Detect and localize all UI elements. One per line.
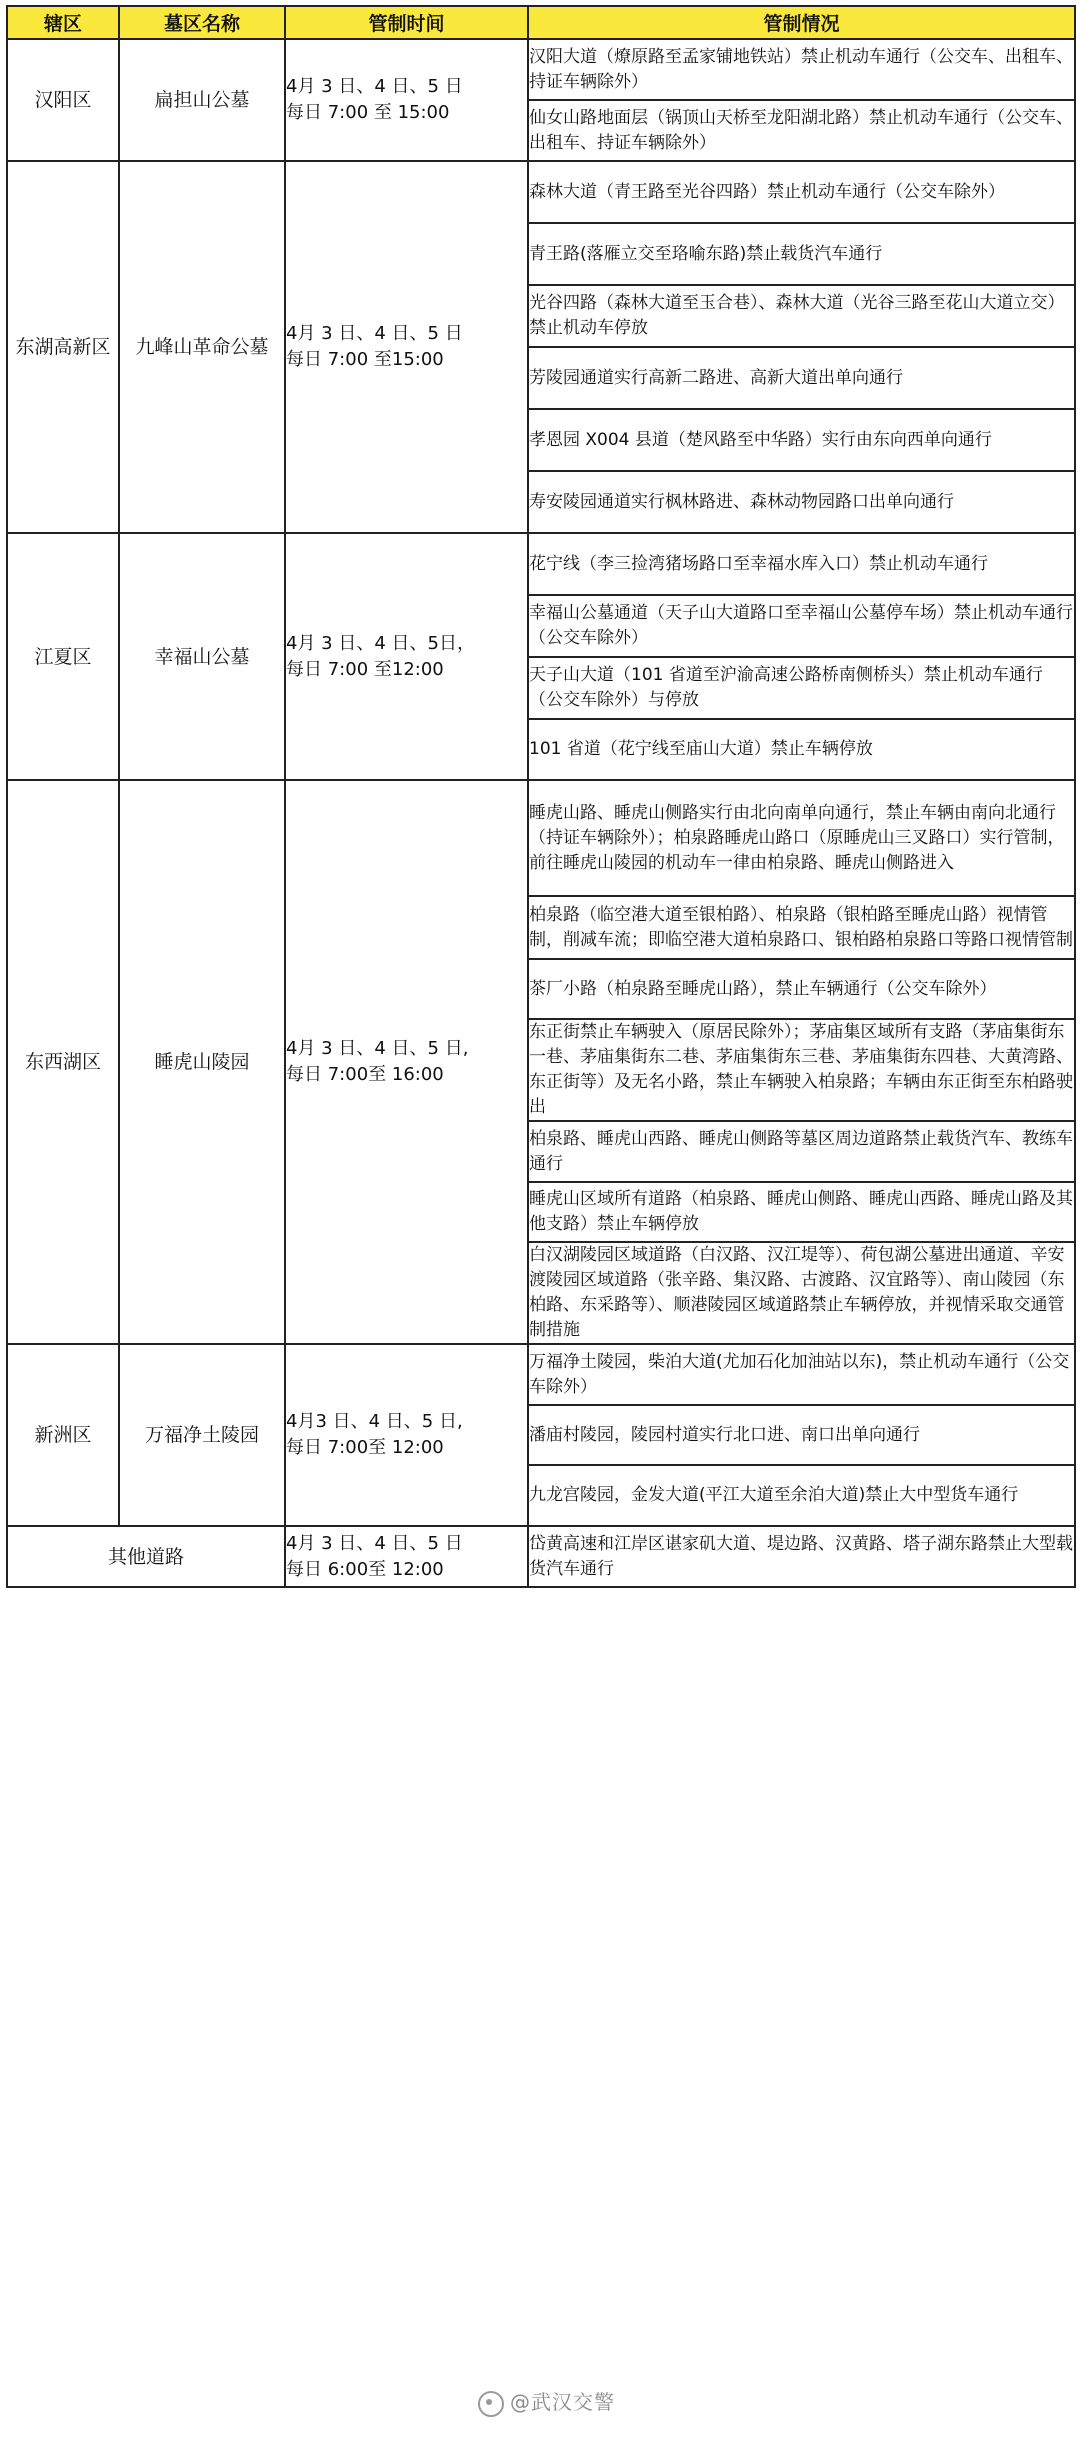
- control-rule-cell: 白汉湖陵园区域道路（白汉路、汉江堤等）、荷包湖公墓进出通道、辛安渡陵园区域道路（张辛路、集汉路、古渡路、汉宜路等）、南山陵园（东柏路、东采路等）、顺港陵园区域道路禁止车辆停放，并视情采取交通管制措施: [528, 1242, 1075, 1344]
- control-rule-cell: 寿安陵园通道实行枫林路进、森林动物园路口出单向通行: [528, 471, 1075, 533]
- control-rule-cell: 孝恩园 X004 县道（楚风路至中华路）实行由东向西单向通行: [528, 409, 1075, 471]
- time-line: 4月 3 日、4 日、5日，: [286, 632, 475, 654]
- table-row: [7, 780, 1075, 896]
- time-line: 每日 7:00至 16:00: [286, 1064, 444, 1085]
- table-row: [7, 161, 1075, 223]
- header-cemetery: 墓区名称: [119, 6, 285, 39]
- table-body: [7, 39, 1075, 1587]
- time-cell: [285, 1526, 528, 1587]
- time-line: 4月 3 日、4 日、5 日: [286, 1532, 463, 1554]
- district-cell: 汉阳区: [7, 39, 119, 161]
- weibo-logo-icon: [478, 2391, 504, 2417]
- traffic-control-table: [6, 5, 1076, 1588]
- header-district: 辖区: [7, 6, 119, 39]
- time-line: 每日 7:00 至 15:00: [286, 102, 450, 123]
- time-cell: [285, 780, 528, 1344]
- district-cell: 新洲区: [7, 1344, 119, 1526]
- control-rule-cell: 柏泉路、睡虎山西路、睡虎山侧路等墓区周边道路禁止载货汽车、教练车通行: [528, 1121, 1075, 1182]
- cemetery-cell: 睡虎山陵园: [119, 780, 285, 1344]
- control-rule-cell: 仙女山路地面层（锅顶山天桥至龙阳湖北路）禁止机动车通行（公交车、出租车、持证车辆除外）: [528, 100, 1075, 161]
- control-rule-cell: 光谷四路（森林大道至玉合巷）、森林大道（光谷三路至花山大道立交）禁止机动车停放: [528, 285, 1075, 347]
- control-rule-cell: 青王路(落雁立交至珞喻东路)禁止载货汽车通行: [528, 223, 1075, 285]
- table-row: [7, 39, 1075, 100]
- time-line: 4月 3 日、4 日、5 日: [286, 76, 463, 97]
- control-rule-cell: 潘庙村陵园，陵园村道实行北口进、南口出单向通行: [528, 1405, 1075, 1465]
- control-rule-cell: 岱黄高速和江岸区谌家矶大道、堤边路、汉黄路、塔子湖东路禁止大型载货汽车通行: [528, 1526, 1075, 1587]
- control-rule-cell: 芳陵园通道实行高新二路进、高新大道出单向通行: [528, 347, 1075, 409]
- time-cell: [285, 533, 528, 780]
- control-rule-cell: 九龙宫陵园，金发大道(平江大道至余泊大道)禁止大中型货车通行: [528, 1465, 1075, 1526]
- time-line: 每日 7:00 至12:00: [286, 658, 444, 680]
- control-rule-cell: 万福净土陵园，柴泊大道(尤加石化加油站以东)，禁止机动车通行（公交车除外）: [528, 1344, 1075, 1405]
- header-control: 管制情况: [528, 6, 1075, 39]
- other-roads-label: 其他道路: [7, 1526, 285, 1587]
- control-rule-cell: 森林大道（青王路至光谷四路）禁止机动车通行（公交车除外）: [528, 161, 1075, 223]
- cemetery-cell: 幸福山公墓: [119, 533, 285, 780]
- other-roads-row: [7, 1526, 1075, 1587]
- time-cell: [285, 161, 528, 533]
- time-line: 每日 6:00至 12:00: [286, 1558, 444, 1580]
- cemetery-cell: 扁担山公墓: [119, 39, 285, 161]
- control-rule-cell: 101 省道（花宁线至庙山大道）禁止车辆停放: [528, 719, 1075, 780]
- table-row: [7, 1344, 1075, 1405]
- control-rule-cell: 汉阳大道（燎原路至孟家铺地铁站）禁止机动车通行（公交车、出租车、持证车辆除外）: [528, 39, 1075, 100]
- control-rule-cell: 幸福山公墓通道（天子山大道路口至幸福山公墓停车场）禁止机动车通行（公交车除外）: [528, 595, 1075, 657]
- time-line: 4月 3 日、4 日、5 日: [286, 323, 463, 344]
- control-rule-cell: 茶厂小路（柏泉路至睡虎山路），禁止车辆通行（公交车除外）: [528, 959, 1075, 1019]
- time-cell: [285, 1344, 528, 1526]
- district-cell: 江夏区: [7, 533, 119, 780]
- time-line: 每日 7:00 至15:00: [286, 349, 444, 370]
- table-row: [7, 533, 1075, 595]
- weibo-watermark: [478, 2386, 615, 2417]
- district-cell: 东湖高新区: [7, 161, 119, 533]
- header-time: 管制时间: [285, 6, 528, 39]
- district-cell: 东西湖区: [7, 780, 119, 1344]
- table-header-row: [7, 6, 1075, 39]
- time-line: 每日 7:00至 12:00: [286, 1437, 444, 1458]
- control-rule-cell: 花宁线（李三捡湾猪场路口至幸福水库入口）禁止机动车通行: [528, 533, 1075, 595]
- time-line: 4月3 日、4 日、5 日,: [286, 1411, 463, 1432]
- cemetery-cell: 万福净土陵园: [119, 1344, 285, 1526]
- time-cell: [285, 39, 528, 161]
- control-rule-cell: 睡虎山区域所有道路（柏泉路、睡虎山侧路、睡虎山西路、睡虎山路及其他支路）禁止车辆停放: [528, 1182, 1075, 1242]
- time-line: 4月 3 日、4 日、5 日,: [286, 1038, 469, 1059]
- cemetery-cell: 九峰山革命公墓: [119, 161, 285, 533]
- control-rule-cell: 天子山大道（101 省道至沪渝高速公路桥南侧桥头）禁止机动车通行（公交车除外）与停放: [528, 657, 1075, 719]
- control-rule-cell: 东正街禁止车辆驶入（原居民除外）；茅庙集区域所有支路（茅庙集街东一巷、茅庙集街东二巷、茅庙集街东三巷、茅庙集街东四巷、大黄湾路、东正街等）及无名小路，禁止车辆驶入柏泉路；车辆由东正街至东柏路驶出: [528, 1019, 1075, 1121]
- control-rule-cell: 睡虎山路、睡虎山侧路实行由北向南单向通行，禁止车辆由南向北通行（持证车辆除外）；柏泉路睡虎山路口（原睡虎山三叉路口）实行管制，前往睡虎山陵园的机动车一律由柏泉路、睡虎山侧路进入: [528, 780, 1075, 896]
- control-rule-cell: 柏泉路（临空港大道至银柏路）、柏泉路（银柏路至睡虎山路）视情管制，削减车流；即临空港大道柏泉路口、银柏路柏泉路口等路口视情管制: [528, 896, 1075, 959]
- watermark-text: @武汉交警: [510, 2390, 615, 2414]
